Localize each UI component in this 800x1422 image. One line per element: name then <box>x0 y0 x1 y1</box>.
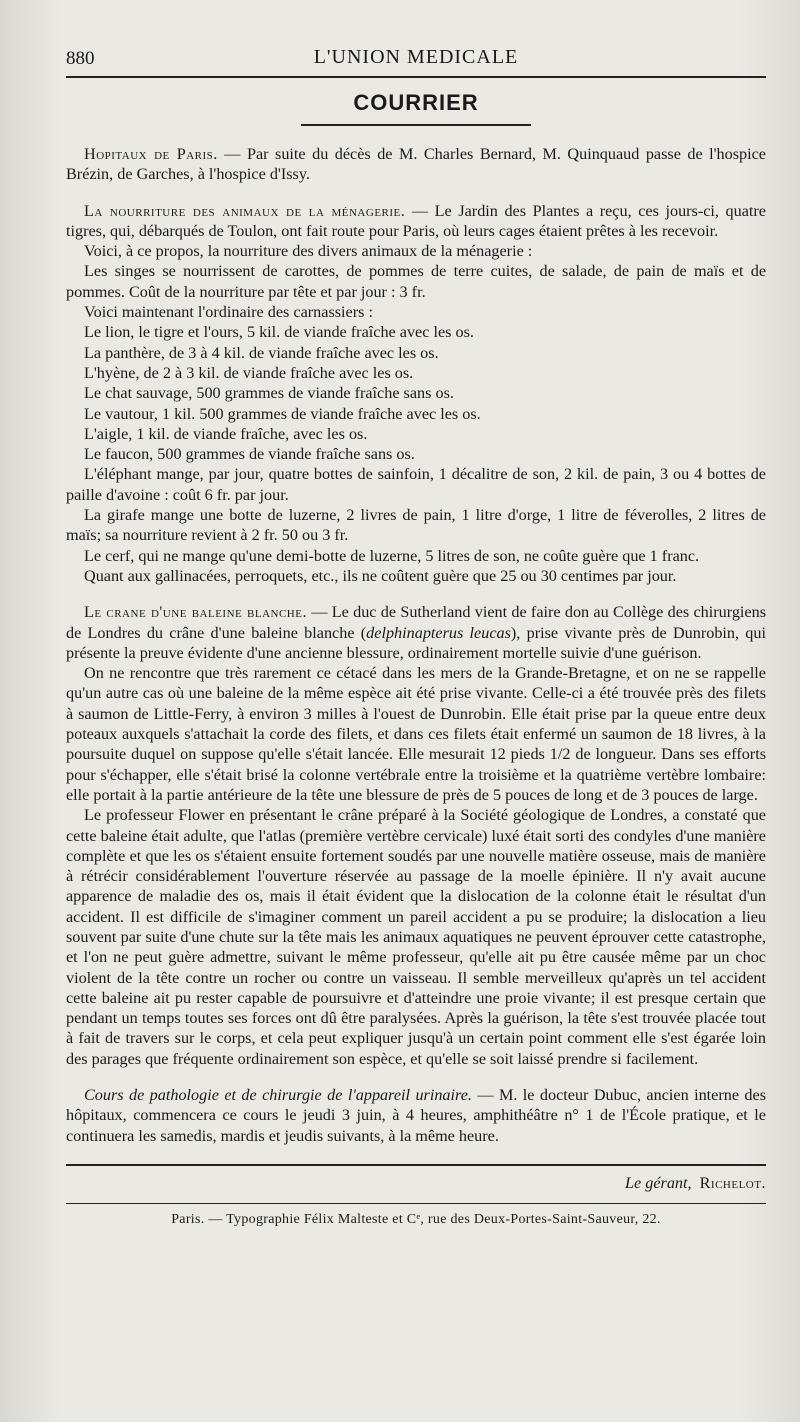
signature-label: Le gérant, <box>625 1173 692 1192</box>
running-head <box>66 40 766 78</box>
signature <box>66 1174 766 1193</box>
menagerie-girafe: La girafe mange une botte de luzerne, 2 livres de pain, 1 litre d'orge, 1 litre de féverolles, 2 litres de maïs; sa nourriture revient à 2 fr. 50 ou 3 fr. <box>66 506 766 545</box>
list-item: L'hyène, de 2 à 3 kil. de viande fraîche avec les os. <box>84 363 414 382</box>
menagerie-cerf: Le cerf, qui ne mange qu'une demi-botte de luzerne, 5 litres de son, ne coûte guère que 1 franc. <box>84 546 700 565</box>
title-rule <box>301 124 531 126</box>
baleine-text-2: ), prise vivante près de Dunrobin, qui présente la preuve évidente d'une ancienne blessure, ordinairement mortelle suivie d'une guérison. <box>66 623 766 662</box>
baleine-latin-name: delphinapterus leucas <box>366 623 511 642</box>
menagerie-intro: Voici, à ce propos, la nourriture des divers animaux de la ménagerie : <box>84 242 533 261</box>
menagerie-singes: Les singes se nourrissent de carottes, de pommes de terre cuites, de salade, de pain de maïs et de pommes. Coût de la nourriture par tête et par jour : 3 fr. <box>66 262 766 301</box>
list-item: Le lion, le tigre et l'ours, 5 kil. de viande fraîche avec les os. <box>84 323 474 342</box>
footer-rule <box>66 1203 766 1204</box>
printer-imprint: Paris. — Typographie Félix Malteste et Cᵉ, rue des Deux-Portes-Saint-Sauveur, 22. <box>171 1211 661 1227</box>
cours-paragraph <box>66 1085 766 1146</box>
list-item: Le chat sauvage, 500 grammes de viande fraîche sans os. <box>84 384 454 403</box>
hopitaux-paragraph <box>66 144 766 185</box>
menagerie-carnassiers-intro: Voici maintenant l'ordinaire des carnassiers : <box>84 303 373 322</box>
menagerie-text: — Le Jardin des Plantes a reçu, ces jours-ci, quatre tigres, qui, débarqués de Toulon, ont fait route pour Paris, où leurs cages étaient prêtes à les recevoir. <box>66 201 766 240</box>
baleine-lead: Le crane d'une baleine blanche. <box>84 603 308 622</box>
page-number: 880 <box>66 48 95 69</box>
hopitaux-text: — Par suite du décès de M. Charles Bernard, M. Quinquaud passe de l'hospice Brézin, de Garches, à l'hospice d'Issy. <box>66 145 766 184</box>
menagerie-paragraph <box>66 201 766 242</box>
list-item: Le faucon, 500 grammes de viande fraîche sans os. <box>84 445 415 464</box>
baleine-text-1: — Le duc de Sutherland vient de faire don au Collège des chirurgiens de Londres du crâne d'une baleine blanche ( <box>66 603 766 642</box>
journal-title: L'UNION MEDICALE <box>313 46 519 68</box>
cours-lead: Cours de pathologie et de chirurgie de l'appareil urinaire. <box>84 1086 472 1105</box>
carnassiers-list <box>66 322 766 464</box>
menagerie-elephant: L'éléphant mange, par jour, quatre bottes de sainfoin, 1 décalitre de son, 2 kil. de pain, 3 ou 4 bottes de paille d'avoine : coût 6 fr. par jour. <box>66 465 766 504</box>
signature-name: Richelot. <box>699 1173 766 1192</box>
baleine-paragraph <box>66 602 766 663</box>
list-item: La panthère, de 3 à 4 kil. de viande fraîche avec les os. <box>84 343 439 362</box>
baleine-paragraph-3: Le professeur Flower en présentant le crâne préparé à la Société géologique de Londres, a constaté que cette baleine était adulte, que l'atlas (première vertèbre cervicale) luxé était sorti des condyles d'une manière complète et que les os s'étaient ensuite fortement soudés par une nouvelle matière osseuse, mais de manière à rétrécir considérablement l'ouverture réservée au passage de la moelle épinière. Il n'y avait aucune apparence de maladie des os, mais il était évident que la dislocation de la colonne était le résultat d'un accident. Il est difficile de s'imaginer comment un pareil accident a pu se produire; la dislocation a lieu souvent par suite d'une chute sur la tête mais les animaux aquatiques ne peuvent éprouver cette catastrophe, et l'on ne peut guère admettre, suivant le même professeur, qu'elle ait pu être causée même par un choc violent de la tête contre un rocher ou contre un vaisseau. Il semble merveilleux qu'après un tel accident cette baleine ait pu rester capable de poursuivre et d'atteindre une proie vivante; il est presque certain que pendant un temps toutes ses forces ont dû être paralysées. Après la guérison, la tête s'est trouvée placée tout à fait de travers sur le corps, et cela peut expliquer jusqu'à un certain point comment elle s'est égarée loin des parages que fréquente ordinairement son espèce, et qu'elle se soit laissé prendre si facilement. <box>66 806 766 1068</box>
cours-text: — M. le docteur Dubuc, ancien interne des hôpitaux, commencera ce cours le jeudi 3 juin, à 4 heures, amphithéâtre n° 1 de l'École pratique, et le continuera les samedis, mardis et jeudis suivants, à la même heure. <box>66 1086 767 1145</box>
hopitaux-lead: Hopitaux de Paris. <box>84 145 218 163</box>
list-item: Le vautour, 1 kil. 500 grammes de viande fraîche avec les os. <box>84 404 481 423</box>
baleine-paragraph-2: On ne rencontre que très rarement ce cétacé dans les mers de la Grande-Bretagne, et on ne se rappelle qu'un autre cas où une baleine de la même espèce ait été prise vivante. Celle-ci a été trouvée près des filets à saumon de Little-Ferry, à environ 3 milles à l'ouest de Dunrobin. Elle était prise par la queue entre deux poteaux auxquels s'attachait la corde des filets, et dans ces filets était enfermé un saumon de 18 livres, à la poursuite duquel on suppose qu'elle s'était lancée. Elle mesurait 12 pieds 1/2 de longueur. Dans ses efforts pour s'échapper, elle s'était brisé la colonne vertébrale entre la troisième et la quatrième vertèbre lombaire: elle portait à la partie antérieure de la tête une blessure de près de 5 pouces de long et de 3 pouces de large. <box>66 664 766 804</box>
menagerie-lead: La nourriture des animaux de la ménagerie. <box>84 201 406 220</box>
menagerie-gallinacees: Quant aux gallinacées, perroquets, etc., ils ne coûtent guère que 25 ou 30 centimes par jour. <box>84 566 677 585</box>
list-item: L'aigle, 1 kil. de viande fraîche, avec les os. <box>84 424 368 443</box>
closing-rule <box>66 1164 766 1166</box>
section-title: COURRIER <box>353 90 479 115</box>
